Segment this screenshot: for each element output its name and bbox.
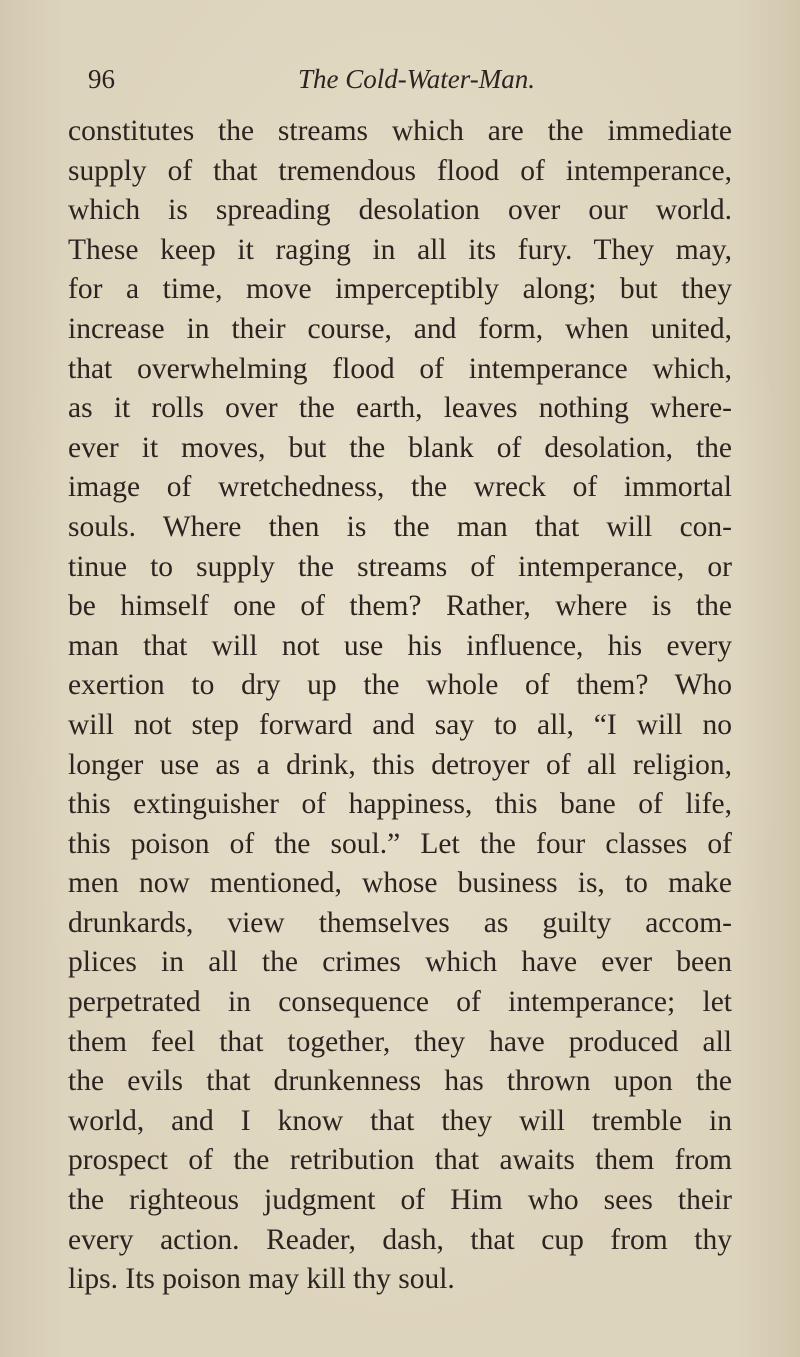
text-line: this poison of the soul.” Let the four classes of <box>68 827 732 860</box>
text-line: every action. Reader, dash, that cup from thy <box>68 1223 732 1256</box>
text-line: prospect of the retribution that awaits them from <box>68 1144 732 1177</box>
text-line: lips. Its poison may kill thy soul. <box>68 1263 455 1296</box>
body-text <box>68 112 732 1300</box>
text-line: image of wretchedness, the wreck of immortal <box>68 471 732 504</box>
text-line: this extinguisher of happiness, this bane of life, <box>68 788 732 821</box>
text-line: the righteous judgment of Him who sees their <box>68 1184 732 1217</box>
text-line: perpetrated in consequence of intemperance; let <box>68 986 732 1019</box>
text-line: them feel that together, they have produced all <box>68 1025 732 1058</box>
text-line: plices in all the crimes which have ever been <box>68 946 732 979</box>
text-line: world, and I know that they will tremble in <box>68 1104 732 1137</box>
text-line: supply of that tremendous flood of intemperance, <box>68 154 732 187</box>
page-number: 96 <box>88 64 115 94</box>
text-line: ever it moves, but the blank of desolation, the <box>68 431 732 464</box>
text-line: tinue to supply the streams of intemperance, or <box>68 550 732 583</box>
text-line: drunkards, view themselves as guilty accom- <box>68 906 732 939</box>
text-line: that overwhelming flood of intemperance which, <box>68 352 732 385</box>
text-line: exertion to dry up the whole of them? Who <box>68 669 732 702</box>
text-line: increase in their course, and form, when united, <box>68 312 732 345</box>
running-head <box>68 64 728 104</box>
text-line: for a time, move imperceptibly along; but they <box>68 273 732 306</box>
text-line: the evils that drunkenness has thrown upon the <box>68 1065 732 1098</box>
text-line: as it rolls over the earth, leaves nothing where- <box>68 392 732 425</box>
text-line: men now mentioned, whose business is, to make <box>68 867 732 900</box>
running-title: The Cold-Water-Man. <box>298 64 535 94</box>
text-line: which is spreading desolation over our world. <box>68 194 732 227</box>
text-line: will not step forward and say to all, “I will no <box>68 708 732 741</box>
text-line: be himself one of them? Rather, where is the <box>68 590 732 623</box>
text-line: man that will not use his influence, his every <box>68 629 732 662</box>
text-line: longer use as a drink, this detroyer of all religion, <box>68 748 732 781</box>
text-line: These keep it raging in all its fury. They may, <box>68 233 732 266</box>
text-line: constitutes the streams which are the immediate <box>68 115 732 147</box>
text-line: souls. Where then is the man that will con- <box>68 510 732 543</box>
